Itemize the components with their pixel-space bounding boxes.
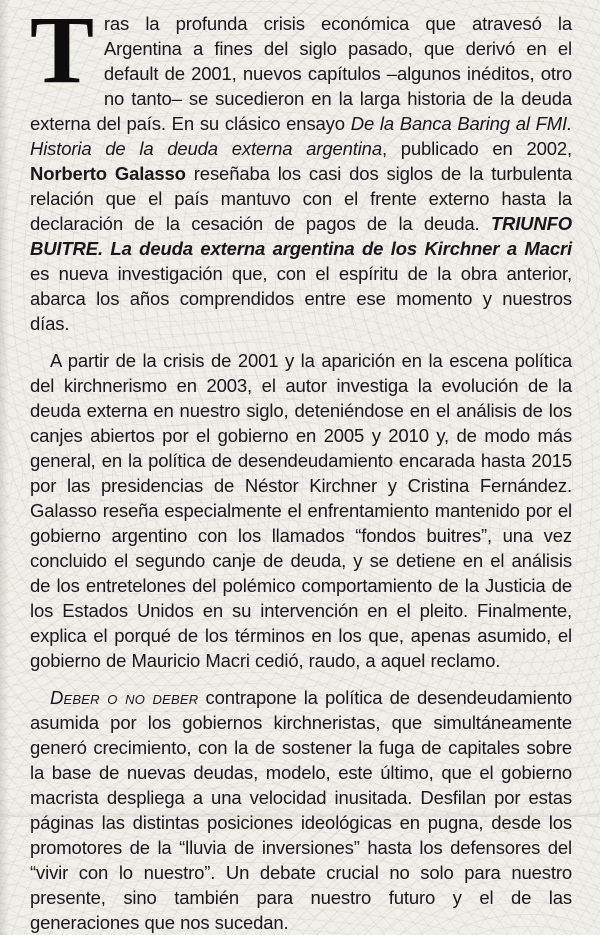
text-run-bold-italic: TRIUNFO BUITRE. La deuda externa argentina de los Kirchner a Macri [30,213,572,259]
text-run-bold: Norberto Galasso [30,163,186,184]
text-run-smallcaps-italic: Deber o no deber [50,687,199,708]
text-run-normal: ras la profunda crisis económica que atravesó la Argentina a fines del siglo pasado, que derivó en el default de 2001, nuevos capítulos –algunos inéditos, otro no tanto– se sucedieron en la larga historia de la deuda externa del país. En su clásico ensayo [30,13,572,134]
middle-paragraph [30,348,572,673]
drop-cap-letter: T [30,0,94,103]
text-run-normal: , publicado en 2002, [381,138,572,159]
text-run-normal: A partir de la crisis de 2001 y la aparición en la escena política del kirchnerismo en 2003, el autor investiga la evolución de la deuda externa en nuestro siglo, deteniéndose en el análisis de los canjes abiertos por el gobierno en 2005 y 2010 y, de modo más general, en la política de desendeudamiento encarada hasta 2015 por las presidencias de Néstor Kirchner y Cristina Fernández. Galasso reseña especialmente el enfrentamiento mantenido por el gobierno argentino con los llamados “fondos buitres”, una vez concluido el segundo canje de deuda, y se detiene en el análisis de los entretelones del polémico comportamiento de la Justicia de los Estados Unidos en su intervención en el pleito. Finalmente, explica el porqué de los términos en los que, apenas asumido, el gobierno de Mauricio Macri cedió, raudo, a aquel reclamo. [30,350,572,671]
text-run-italic: De la Banca Baring al FMI. Historia de la deuda externa argentina [30,113,572,159]
intro-paragraph [30,0,572,336]
closing-paragraph [30,685,572,935]
text-run-normal: contrapone la política de desendeudamiento asumida por los gobiernos kirchneristas, que simultáneamente generó crecimiento, con la de sostener la fuga de capitales sobre la base de nuevas deudas, modelo, este último, que el gobierno macrista despliega a una velocidad inusitada. Desfilan por estas páginas las distintas posiciones ideológicas en pugna, desde los promotores de la “lluvia de inversiones” hasta los defensores del “vivir con lo nuestro”. Un debate crucial no solo para nuestro presente, sino también para nuestro futuro y el de las generaciones que nos sucedan. [30,687,572,933]
text-run-normal: es nueva investigación que, con el espíritu de la obra anterior, abarca los años comprendidos entre ese momento y nuestros días. [30,263,572,334]
text-run-normal: reseñaba los casi dos siglos de la turbulenta relación que el país mantuvo con el frente externo hasta la declaración de la cesación de pagos de la deuda. [30,163,572,234]
